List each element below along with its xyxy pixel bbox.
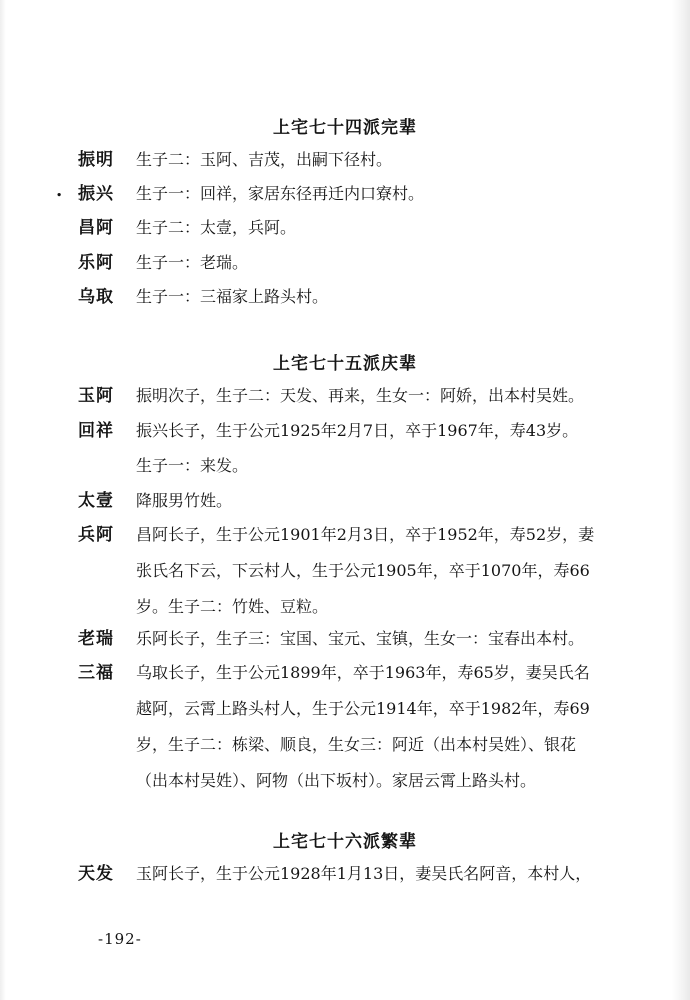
entry-text-line-2: 张氏名下云，下云村人，生于公元1905年，卒于1070年，寿66 — [136, 561, 590, 580]
entry-name: 老瑞 — [78, 629, 114, 649]
entry-name: 乌取 — [78, 287, 114, 307]
entry-text-line-4: （出本村吴姓）、阿物（出下坂村）。家居云霄上路头村。 — [136, 771, 537, 790]
entry-changa — [0, 210, 690, 246]
entry-text-line-1: 乌取长子，生于公元1899年，卒于1963年，寿65岁，妻吴氏名 — [136, 663, 590, 682]
entry-name: 天发 — [78, 864, 114, 884]
entry-text-line-1: 昌阿长子，生于公元1901年2月3日，卒于1952年，寿52岁，妻 — [136, 525, 595, 544]
entry-tianfa — [0, 856, 690, 892]
entry-taiyi — [0, 483, 690, 519]
entry-name: 振兴 — [78, 184, 114, 204]
entry-text: 乐阿长子，生子三：宝国、宝元、宝镇，生女一：宝春出本村。 — [136, 629, 585, 648]
entry-text: 玉阿长子，生于公元1928年1月13日，妻吴氏名阿音，本村人， — [136, 864, 592, 883]
entry-text: 生子一：回祥，家居东径再迁内口寮村。 — [136, 184, 425, 203]
bullet-mark: . — [56, 180, 63, 201]
entry-zhenming — [0, 142, 690, 178]
entry-text-line-3: 岁。生子二：竹姓、豆粒。 — [136, 597, 329, 616]
entry-text: 振明次子，生子二：天发、再来，生女一：阿娇，出本村吴姓。 — [136, 386, 585, 405]
entry-laorui — [0, 621, 690, 657]
entry-text-line-3: 岁，生子二：栋梁、顺良，生女三：阿近（出本村吴姓）、银花 — [136, 735, 577, 754]
entry-text-line-2: 越阿，云霄上路头村人，生于公元1914年，卒于1982年，寿69 — [136, 699, 590, 718]
entry-text-line-2: 生子一：来发。 — [136, 456, 249, 475]
page-number: -192- — [98, 930, 142, 948]
entry-binga — [0, 517, 690, 625]
entry-huixiang — [0, 413, 690, 485]
entry-text: 降服男竹姓。 — [136, 491, 233, 510]
entry-sanfu — [0, 655, 690, 799]
entry-name: 兵阿 — [78, 525, 114, 545]
entry-text: 生子一：老瑞。 — [136, 253, 249, 272]
entry-zhenxing — [0, 176, 690, 212]
entry-name: 振明 — [78, 150, 114, 170]
entry-text: 生子一：三福家上路头村。 — [136, 287, 329, 306]
entry-name: 太壹 — [78, 491, 114, 511]
entry-name: 三福 — [78, 663, 114, 683]
entry-name: 昌阿 — [78, 218, 114, 238]
entry-lea — [0, 245, 690, 281]
entry-yua — [0, 378, 690, 414]
section-heading-76: 上宅七十六派繁辈 — [273, 832, 417, 852]
section-heading-74: 上宅七十四派完辈 — [273, 118, 417, 138]
entry-text: 生子二：太壹，兵阿。 — [136, 218, 297, 237]
entry-text: 生子二：玉阿、吉茂，出嗣下径村。 — [136, 150, 393, 169]
entry-name: 玉阿 — [78, 386, 114, 406]
entry-name: 回祥 — [78, 421, 114, 441]
section-heading-75: 上宅七十五派庆辈 — [273, 354, 417, 374]
entry-wuqu — [0, 279, 690, 315]
entry-text-line-1: 振兴长子，生于公元1925年2月7日，卒于1967年，寿43岁。 — [136, 421, 579, 440]
entry-name: 乐阿 — [78, 253, 114, 273]
